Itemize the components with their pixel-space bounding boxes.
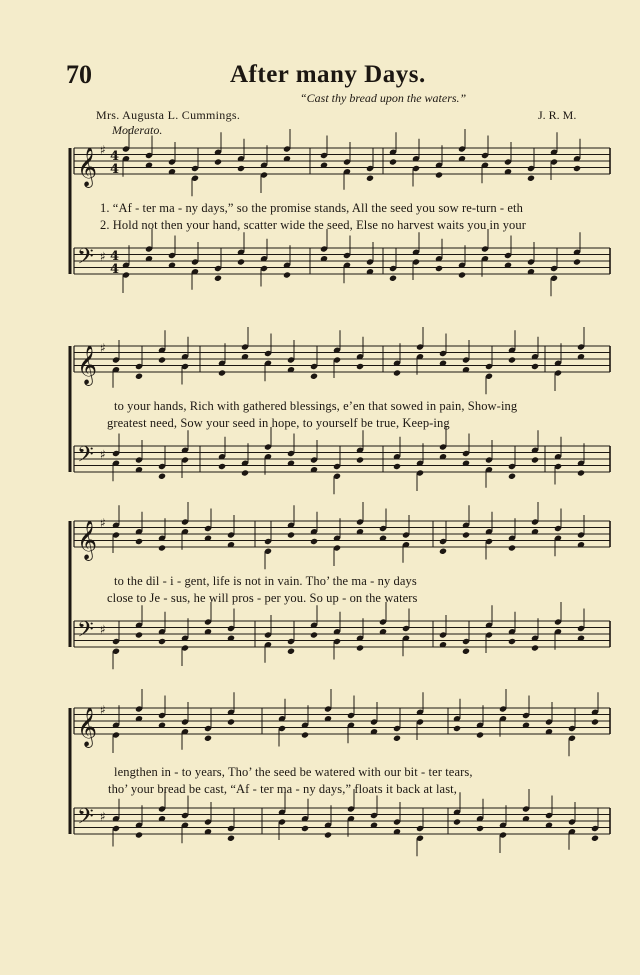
note-head xyxy=(462,648,470,655)
author-credit: Mrs. Augusta L. Cummings. xyxy=(96,108,241,122)
note-head xyxy=(389,275,397,282)
note-head xyxy=(227,835,235,842)
note-head xyxy=(508,638,516,645)
note-head xyxy=(158,356,166,363)
note-head xyxy=(573,165,581,172)
note-head xyxy=(591,835,599,842)
note-head xyxy=(389,158,397,165)
note-head xyxy=(476,825,484,832)
epigraph: “Cast thy bread upon the waters.” xyxy=(300,91,467,105)
bass-clef: 𝄢 xyxy=(77,617,94,648)
bass-clef: 𝄢 xyxy=(77,244,94,275)
lyric-line-verse-2: greatest need, Sow your seed in hope, to yourself be true, Keep-ing xyxy=(107,416,450,430)
lyric-line-verse-2: tho’ your bread be cast, “Af - ter ma - ny days,” floats it back at last, xyxy=(108,782,457,796)
note-head xyxy=(435,171,443,178)
key-signature-sharp: ♯ xyxy=(100,142,106,157)
note-head xyxy=(301,825,309,832)
note-head xyxy=(531,644,539,651)
note-head xyxy=(287,648,295,655)
note-head xyxy=(135,538,143,545)
time-signature: 4 xyxy=(110,262,120,277)
note-head xyxy=(439,548,447,555)
note-head xyxy=(573,258,581,265)
note-head xyxy=(366,175,374,182)
note-head xyxy=(135,631,143,638)
composer-credit: J. R. M. xyxy=(538,108,577,122)
music-system xyxy=(0,700,640,860)
note-head xyxy=(158,473,166,480)
page-number: 70 xyxy=(66,60,92,89)
note-head xyxy=(476,731,484,738)
treble-clef: 𝄞 xyxy=(77,520,98,560)
note-head xyxy=(135,373,143,380)
lyric-line-verse-2: 2. Hold not then your hand, scatter wide the seed, Else no harvest waits you in your xyxy=(100,218,527,232)
time-signature: 4 xyxy=(110,162,120,177)
key-signature-sharp: ♯ xyxy=(100,809,106,824)
note-head xyxy=(204,735,212,742)
note-head xyxy=(508,356,516,363)
note-head xyxy=(214,158,222,165)
note-head xyxy=(301,731,309,738)
lyric-line-verse-1: 1. “Af - ter ma - ny days,” so the promise stands, All the seed you sow re-turn - eth xyxy=(100,201,523,215)
key-signature-sharp: ♯ xyxy=(100,702,106,717)
note-head xyxy=(393,735,401,742)
note-head xyxy=(508,544,516,551)
note-head xyxy=(310,631,318,638)
note-head xyxy=(393,369,401,376)
note-head xyxy=(218,463,226,470)
note-head xyxy=(158,638,166,645)
lyric-line-verse-2: close to Je - sus, he will pros - per you. So up - on the waters xyxy=(107,591,418,605)
note-head xyxy=(227,718,235,725)
note-head xyxy=(310,538,318,545)
note-head xyxy=(531,456,539,463)
note-head xyxy=(214,275,222,282)
note-head xyxy=(218,369,226,376)
note-head xyxy=(453,818,461,825)
key-signature-sharp: ♯ xyxy=(100,515,106,530)
note-head xyxy=(237,258,245,265)
time-signature: 4 xyxy=(110,149,120,164)
note-head xyxy=(462,531,470,538)
tempo-marking: Moderato. xyxy=(112,123,163,137)
note-head xyxy=(287,531,295,538)
bass-clef: 𝄢 xyxy=(77,442,94,473)
note-head xyxy=(527,175,535,182)
note-head xyxy=(435,265,443,272)
note-head xyxy=(356,456,364,463)
key-signature-sharp: ♯ xyxy=(100,447,106,462)
note-head xyxy=(508,473,516,480)
bass-clef: 𝄢 xyxy=(77,804,94,835)
treble-clef: 𝄞 xyxy=(77,345,98,385)
note-head xyxy=(283,271,291,278)
key-signature-sharp: ♯ xyxy=(100,249,106,264)
note-head xyxy=(393,463,401,470)
note-head xyxy=(356,644,364,651)
note-head xyxy=(310,373,318,380)
treble-clef: 𝄞 xyxy=(77,147,98,187)
note-head xyxy=(135,831,143,838)
note-head xyxy=(237,165,245,172)
note-head xyxy=(158,544,166,551)
note-head xyxy=(531,363,539,370)
treble-clef: 𝄞 xyxy=(77,707,98,747)
note-head xyxy=(356,363,364,370)
note-head xyxy=(458,271,466,278)
lyric-line-verse-1: lengthen in - to years, Tho’ the seed be watered with our bit - ter tears, xyxy=(114,765,473,779)
note-head xyxy=(324,831,332,838)
note-head xyxy=(453,725,461,732)
lyric-line-verse-1: to the dil - i - gent, life is not in vain. Tho’ the ma - ny days xyxy=(114,574,417,588)
key-signature-sharp: ♯ xyxy=(100,340,106,355)
lyric-line-verse-1: to your hands, Rich with gathered blessings, e’en that sowed in pain, Show-ing xyxy=(114,399,518,413)
note-head xyxy=(591,718,599,725)
note-head xyxy=(577,469,585,476)
time-signature: 4 xyxy=(110,249,120,264)
hymn-title: After many Days. xyxy=(230,61,426,88)
note-head xyxy=(241,469,249,476)
key-signature-sharp: ♯ xyxy=(100,622,106,637)
